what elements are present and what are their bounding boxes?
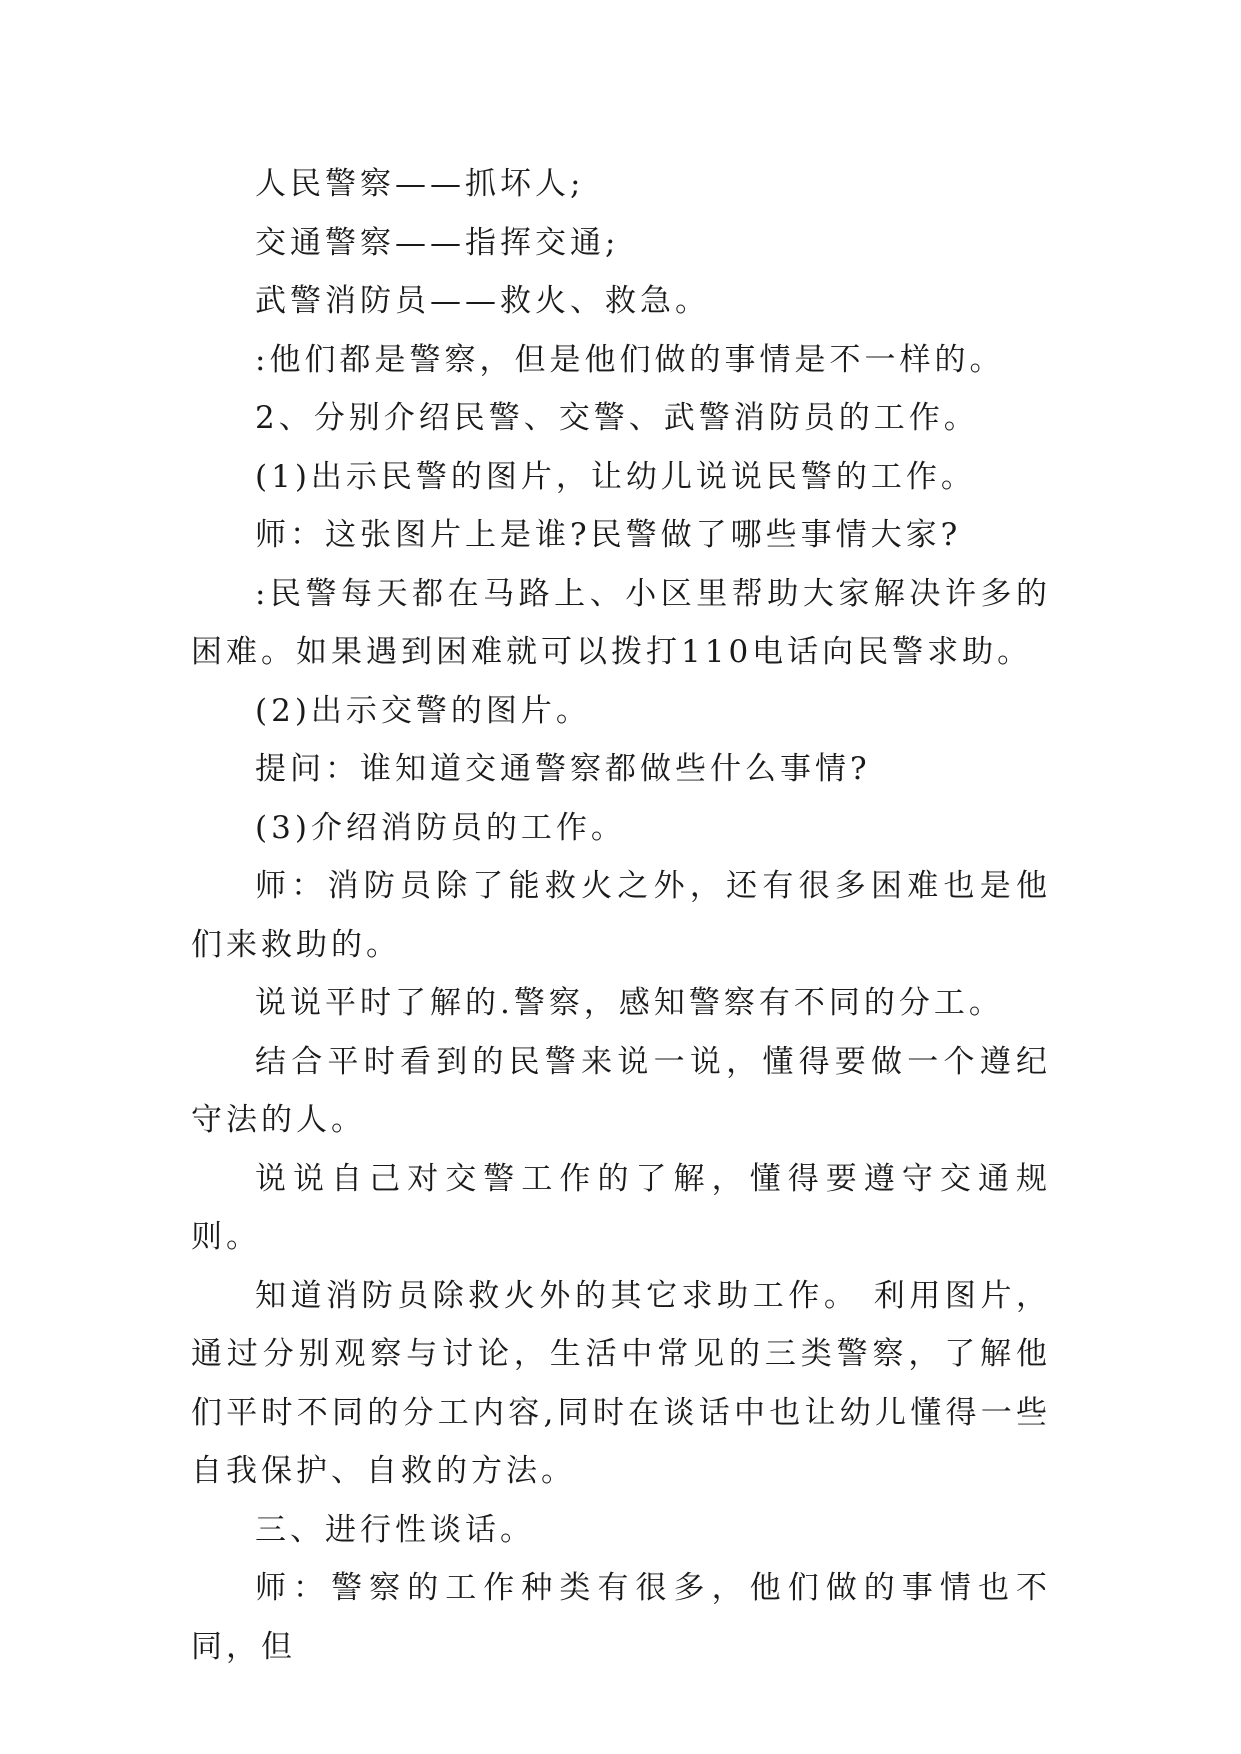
paragraph-teacher-closing: 师：警察的工作种类有很多，他们做的事情也不同，但 — [191, 1570, 1051, 1665]
paragraph-question-traffic: 提问：谁知道交通警察都做些什么事情? — [255, 751, 871, 787]
paragraph-goal-2: 结合平时看到的民警来说一说，懂得要做一个遵纪守法的人。 — [191, 1043, 1051, 1138]
paragraph-item-3: (3)介绍消防员的工作。 — [255, 809, 626, 846]
paragraph-step-2: 2、分别介绍民警、交警、武警消防员的工作。 — [255, 400, 979, 436]
paragraph-firefighter-role: 武警消防员——救火、救急。 — [255, 283, 710, 319]
paragraph-summary: :他们都是警察，但是他们做的事情是不一样的。 — [255, 341, 1005, 378]
paragraph-item-1: (1)出示民警的图片，让幼儿说说民警的工作。 — [255, 458, 976, 495]
paragraph-police-role: 人民警察——抓坏人; — [255, 166, 585, 202]
paragraph-goal-1: 说说平时了解的.警察，感知警察有不同的分工。 — [255, 985, 1004, 1021]
paragraph-teacher-firefighter: 师：消防员除了能救火之外，还有很多困难也是他们来救助的。 — [191, 868, 1051, 963]
paragraph-police-help: :民警每天都在马路上、小区里帮助大家解决许多的困难。如果遇到困难就可以拨打110电话向民警求助。 — [191, 575, 1051, 670]
paragraph-item-2: (2)出示交警的图片。 — [255, 692, 591, 729]
paragraph-traffic-police-role: 交通警察——指挥交通; — [255, 224, 620, 261]
paragraph-goal-4: 知道消防员除救火外的其它求助工作。 利用图片，通过分别观察与讨论，生活中常见的三类警察，了解他们平时不同的分工内容,同时在谈话中也让幼儿懂得一些自我保护、自救的方法。 — [191, 1277, 1051, 1489]
paragraph-section-3: 三、进行性谈话。 — [255, 1511, 535, 1548]
paragraph-goal-3: 说说自己对交警工作的了解，懂得要遵守交通规则。 — [191, 1160, 1051, 1255]
document-body — [191, 155, 1051, 1676]
paragraph-teacher-question-1: 师：这张图片上是谁?民警做了哪些事情大家? — [255, 517, 962, 553]
